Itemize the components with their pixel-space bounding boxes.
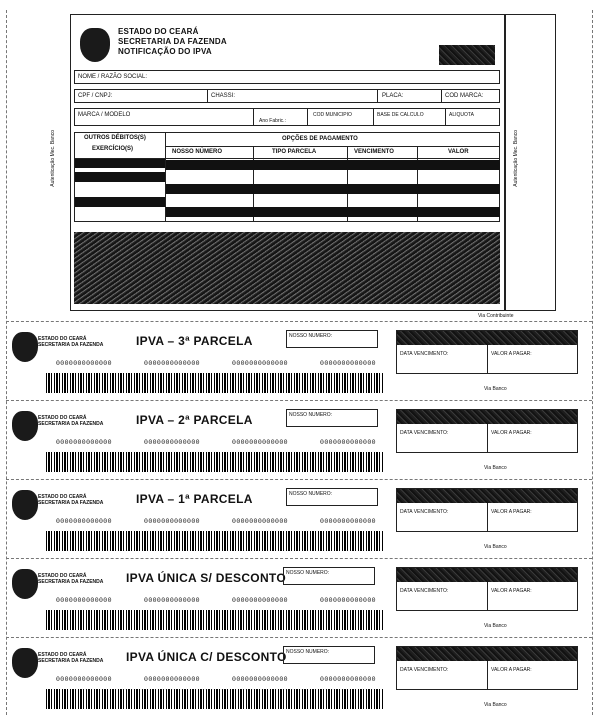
valor-pagar-label: VALOR A PAGAR: (491, 430, 532, 436)
nosso-numero-label: NOSSO NUMERO: (289, 491, 333, 497)
obscured-message-area (74, 232, 500, 304)
digit-group: 0000000000000 (320, 597, 376, 604)
table-row (166, 160, 500, 170)
payment-info-box (396, 646, 578, 690)
digit-group: 0000000000000 (320, 676, 376, 683)
auth-mec-left: Autenticação Mec. Banco (50, 130, 56, 187)
stub-title: IPVA ÚNICA C/ DESCONTO (126, 650, 287, 664)
state-seal-icon (12, 569, 38, 599)
data-vencimento-label: DATA VENCIMENTO: (400, 430, 449, 436)
stub-title: IPVA – 2ª PARCELA (136, 413, 253, 427)
payment-info-box (396, 488, 578, 532)
digit-group: 0000000000000 (144, 676, 200, 683)
valor-pagar-label: VALOR A PAGAR: (491, 351, 532, 357)
digit-line (56, 597, 376, 604)
nosso-numero-label: NOSSO NUMERO: (289, 333, 333, 339)
cut-line (6, 400, 592, 401)
header-line-notificacao: NOTIFICAÇÃO DO IPVA (118, 47, 212, 56)
nosso-numero-label: NOSSO NUMERO: (286, 649, 330, 655)
table-row (75, 197, 165, 207)
exercicio-header: EXERCÍCIO(S) (92, 146, 134, 152)
cut-line (6, 558, 592, 559)
header-line-state: ESTADO DO CEARÁ (118, 27, 199, 36)
digit-group: 0000000000000 (320, 439, 376, 446)
digit-group: 0000000000000 (56, 518, 112, 525)
cut-line (6, 321, 592, 322)
stub-org-secretaria: SECRETARIA DA FAZENDA (38, 342, 104, 348)
stub-org-state: ESTADO DO CEARÁ (38, 652, 87, 658)
via-banco: Via Banco (484, 623, 507, 629)
nosso-numero-label: NOSSO NUMERO: (289, 412, 333, 418)
barcode (46, 452, 384, 472)
barcode (46, 689, 384, 709)
col-nosso-numero: NOSSO NÚMERO (172, 149, 223, 155)
stub-org-secretaria: SECRETARIA DA FAZENDA (38, 579, 104, 585)
nome-field (74, 70, 500, 84)
stub-org-block (38, 494, 103, 506)
stub-org-block (38, 652, 103, 664)
stub-org-state: ESTADO DO CEARÁ (38, 573, 87, 579)
digit-group: 0000000000000 (56, 439, 112, 446)
payment-info-box (396, 409, 578, 453)
stamp-block (439, 45, 495, 65)
state-seal-icon (80, 28, 110, 62)
digit-group: 0000000000000 (232, 518, 288, 525)
state-seal-icon (12, 332, 38, 362)
stamp-band (397, 489, 577, 503)
cpf-label: CPF / CNPJ: (78, 93, 113, 99)
ano-label: Ano Fabric.: (259, 118, 286, 124)
digit-group: 0000000000000 (56, 597, 112, 604)
cod-marca-label: COD MARCA: (445, 93, 484, 99)
nosso-numero-box (283, 646, 375, 664)
chassi-label: CHASSI: (211, 93, 236, 99)
nosso-numero-label: NOSSO NUMERO: (286, 570, 330, 576)
data-vencimento-label: DATA VENCIMENTO: (400, 351, 449, 357)
cut-line-left (6, 10, 7, 715)
marca-row (74, 108, 500, 126)
barcode (46, 531, 384, 551)
table-row (75, 172, 165, 182)
placa-label: PLACA: (382, 93, 404, 99)
data-vencimento-label: DATA VENCIMENTO: (400, 667, 449, 673)
digit-group: 0000000000000 (232, 360, 288, 367)
state-seal-icon (12, 411, 38, 441)
stub-title: IPVA – 1ª PARCELA (136, 492, 253, 506)
digit-line (56, 676, 376, 683)
state-seal-icon (12, 490, 38, 520)
stub-title: IPVA ÚNICA S/ DESCONTO (126, 571, 286, 585)
aliquota-label: ALIQUOTA (449, 112, 474, 118)
header-block (118, 27, 227, 57)
auth-mec-right: Autenticação Mec. Banco (513, 130, 519, 187)
table-row (75, 159, 165, 168)
stub-org-block (38, 336, 103, 348)
digit-group: 0000000000000 (144, 360, 200, 367)
outros-debitos-header: OUTROS DÉBITOS(S) (84, 135, 146, 141)
table-row (166, 184, 500, 194)
col-tipo-parcela: TIPO PARCELA (272, 149, 317, 155)
nome-label: NOME / RAZÃO SOCIAL: (78, 74, 148, 80)
barcode (46, 373, 384, 393)
digit-group: 0000000000000 (232, 439, 288, 446)
digit-line (56, 439, 376, 446)
stamp-band (397, 331, 577, 345)
nosso-numero-box (283, 567, 375, 585)
cod-municipio-label: COD MUNICIPIO (313, 112, 352, 118)
col-valor: VALOR (448, 149, 469, 155)
digit-group: 0000000000000 (144, 597, 200, 604)
cut-line (6, 479, 592, 480)
marca-label: MARCA / MODELO (78, 112, 131, 118)
digit-group: 0000000000000 (56, 676, 112, 683)
nosso-numero-box (286, 330, 378, 348)
stub-org-secretaria: SECRETARIA DA FAZENDA (38, 500, 104, 506)
cut-line-right (592, 10, 593, 715)
digit-group: 0000000000000 (320, 518, 376, 525)
data-vencimento-label: DATA VENCIMENTO: (400, 509, 449, 515)
digit-group: 0000000000000 (144, 439, 200, 446)
stamp-band (397, 647, 577, 661)
cut-line (6, 637, 592, 638)
via-banco: Via Banco (484, 702, 507, 708)
header-line-secretaria: SECRETARIA DA FAZENDA (118, 37, 227, 46)
opcoes-pagamento-header: OPÇÕES DE PAGAMENTO (282, 136, 358, 142)
table-row (166, 207, 500, 217)
payment-info-box (396, 330, 578, 374)
digit-group: 0000000000000 (56, 360, 112, 367)
stub-org-secretaria: SECRETARIA DA FAZENDA (38, 421, 104, 427)
stamp-band (397, 410, 577, 424)
via-contribuinte: Via Contribuinte (478, 313, 514, 319)
col-vencimento: VENCIMENTO (354, 149, 394, 155)
right-auth-strip (504, 14, 556, 311)
stub-title: IPVA – 3ª PARCELA (136, 334, 253, 348)
via-banco: Via Banco (484, 465, 507, 471)
state-seal-icon (12, 648, 38, 678)
valor-pagar-label: VALOR A PAGAR: (491, 667, 532, 673)
digit-group: 0000000000000 (232, 597, 288, 604)
cpf-row (74, 89, 500, 103)
digit-line (56, 360, 376, 367)
stub-org-secretaria: SECRETARIA DA FAZENDA (38, 658, 104, 664)
stub-org-block (38, 573, 103, 585)
digit-line (56, 518, 376, 525)
via-banco: Via Banco (484, 386, 507, 392)
valor-pagar-label: VALOR A PAGAR: (491, 509, 532, 515)
barcode (46, 610, 384, 630)
stub-org-state: ESTADO DO CEARÁ (38, 336, 87, 342)
nosso-numero-box (286, 409, 378, 427)
nosso-numero-box (286, 488, 378, 506)
valor-pagar-label: VALOR A PAGAR: (491, 588, 532, 594)
via-banco: Via Banco (484, 544, 507, 550)
data-vencimento-label: DATA VENCIMENTO: (400, 588, 449, 594)
stamp-band (397, 568, 577, 582)
stub-org-block (38, 415, 103, 427)
digit-group: 0000000000000 (144, 518, 200, 525)
base-calculo-label: BASE DE CALCULO (377, 112, 424, 118)
stub-org-state: ESTADO DO CEARÁ (38, 494, 87, 500)
stub-org-state: ESTADO DO CEARÁ (38, 415, 87, 421)
digit-group: 0000000000000 (320, 360, 376, 367)
payment-info-box (396, 567, 578, 611)
digit-group: 0000000000000 (232, 676, 288, 683)
